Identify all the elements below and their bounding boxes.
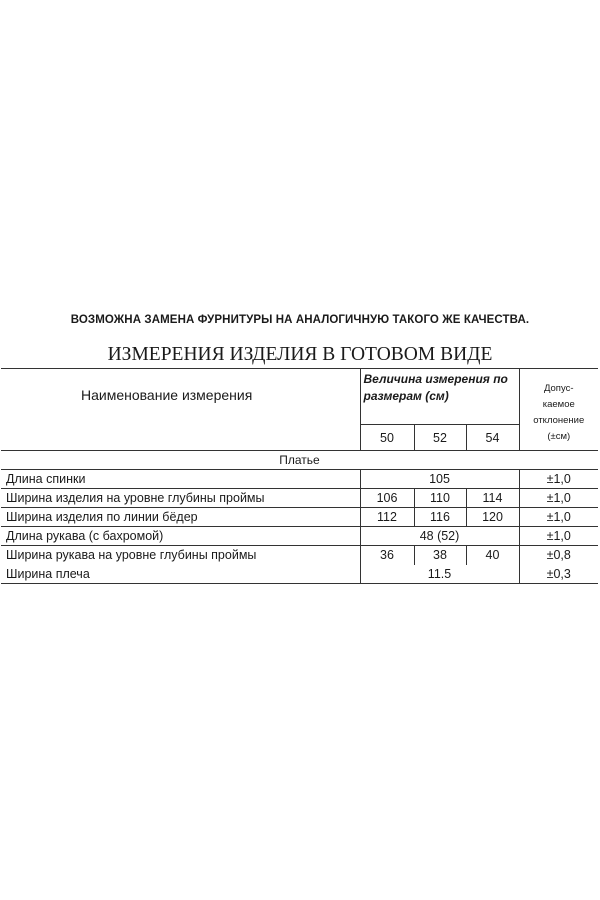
size-54: 54 <box>466 425 519 451</box>
measurement-tolerance: ±1,0 <box>519 527 598 546</box>
measurement-name: Ширина изделия на уровне глубины проймы <box>1 489 360 508</box>
measurement-value-52: 38 <box>414 546 466 565</box>
measurement-name: Ширина плеча <box>1 565 360 584</box>
table-row <box>1 470 598 489</box>
measurement-value-54: 120 <box>466 508 519 527</box>
tolerance-header-line2: каемое <box>542 399 575 410</box>
measurement-name: Длина рукава (с бахромой) <box>1 527 360 546</box>
size-52: 52 <box>414 425 466 451</box>
size-50: 50 <box>360 425 414 451</box>
name-column-header: Наименование измерения <box>1 369 360 451</box>
measurements-table <box>1 368 598 584</box>
measurement-value-52: 110 <box>414 489 466 508</box>
measurement-tolerance: ±1,0 <box>519 508 598 527</box>
section-row <box>1 451 598 470</box>
tolerance-column-header <box>519 369 598 451</box>
measurement-value-50: 36 <box>360 546 414 565</box>
table-row <box>1 546 598 565</box>
table-row <box>1 527 598 546</box>
measurement-tolerance: ±0,8 <box>546 548 571 563</box>
measurement-value: 105 <box>360 470 519 489</box>
measurement-name: Ширина рукава на уровне глубины проймы <box>1 546 360 565</box>
measurement-tolerance: ±0,3 <box>519 565 598 584</box>
table-header-row <box>1 369 598 425</box>
replacement-notice: ВОЗМОЖНА ЗАМЕНА ФУРНИТУРЫ НА АНАЛОГИЧНУЮ ТАКОГО ЖЕ КАЧЕСТВА. <box>70 314 530 326</box>
document-title: ИЗМЕРЕНИЯ ИЗДЕЛИЯ В ГОТОВОМ ВИДЕ <box>107 344 493 365</box>
measurement-value-50: 112 <box>360 508 414 527</box>
measurement-value: 48 (52) <box>360 527 519 546</box>
measurement-value-52: 116 <box>414 508 466 527</box>
tolerance-header-line3: отклонение <box>533 415 585 426</box>
sizes-header-line2: размерам (см) <box>363 389 449 403</box>
table-row <box>1 508 598 527</box>
tolerance-header-line4: (±см) <box>547 431 571 442</box>
table-row <box>1 565 598 584</box>
sizes-header-line1: Величина измерения по <box>363 372 508 386</box>
measurement-tolerance: ±1,0 <box>519 470 598 489</box>
measurement-value-50: 106 <box>360 489 414 508</box>
measurement-value-54: 40 <box>466 546 519 565</box>
measurement-name: Длина спинки <box>1 470 360 489</box>
measurement-name: Ширина изделия по линии бёдер <box>1 508 360 527</box>
measurement-tolerance: ±1,0 <box>519 489 598 508</box>
measurement-value: 11.5 <box>360 565 519 584</box>
section-label: Платье <box>1 451 598 470</box>
table-row <box>1 489 598 508</box>
sizes-column-header <box>360 369 519 425</box>
tolerance-header-line1: Допус- <box>543 383 574 394</box>
measurement-value-54: 114 <box>466 489 519 508</box>
